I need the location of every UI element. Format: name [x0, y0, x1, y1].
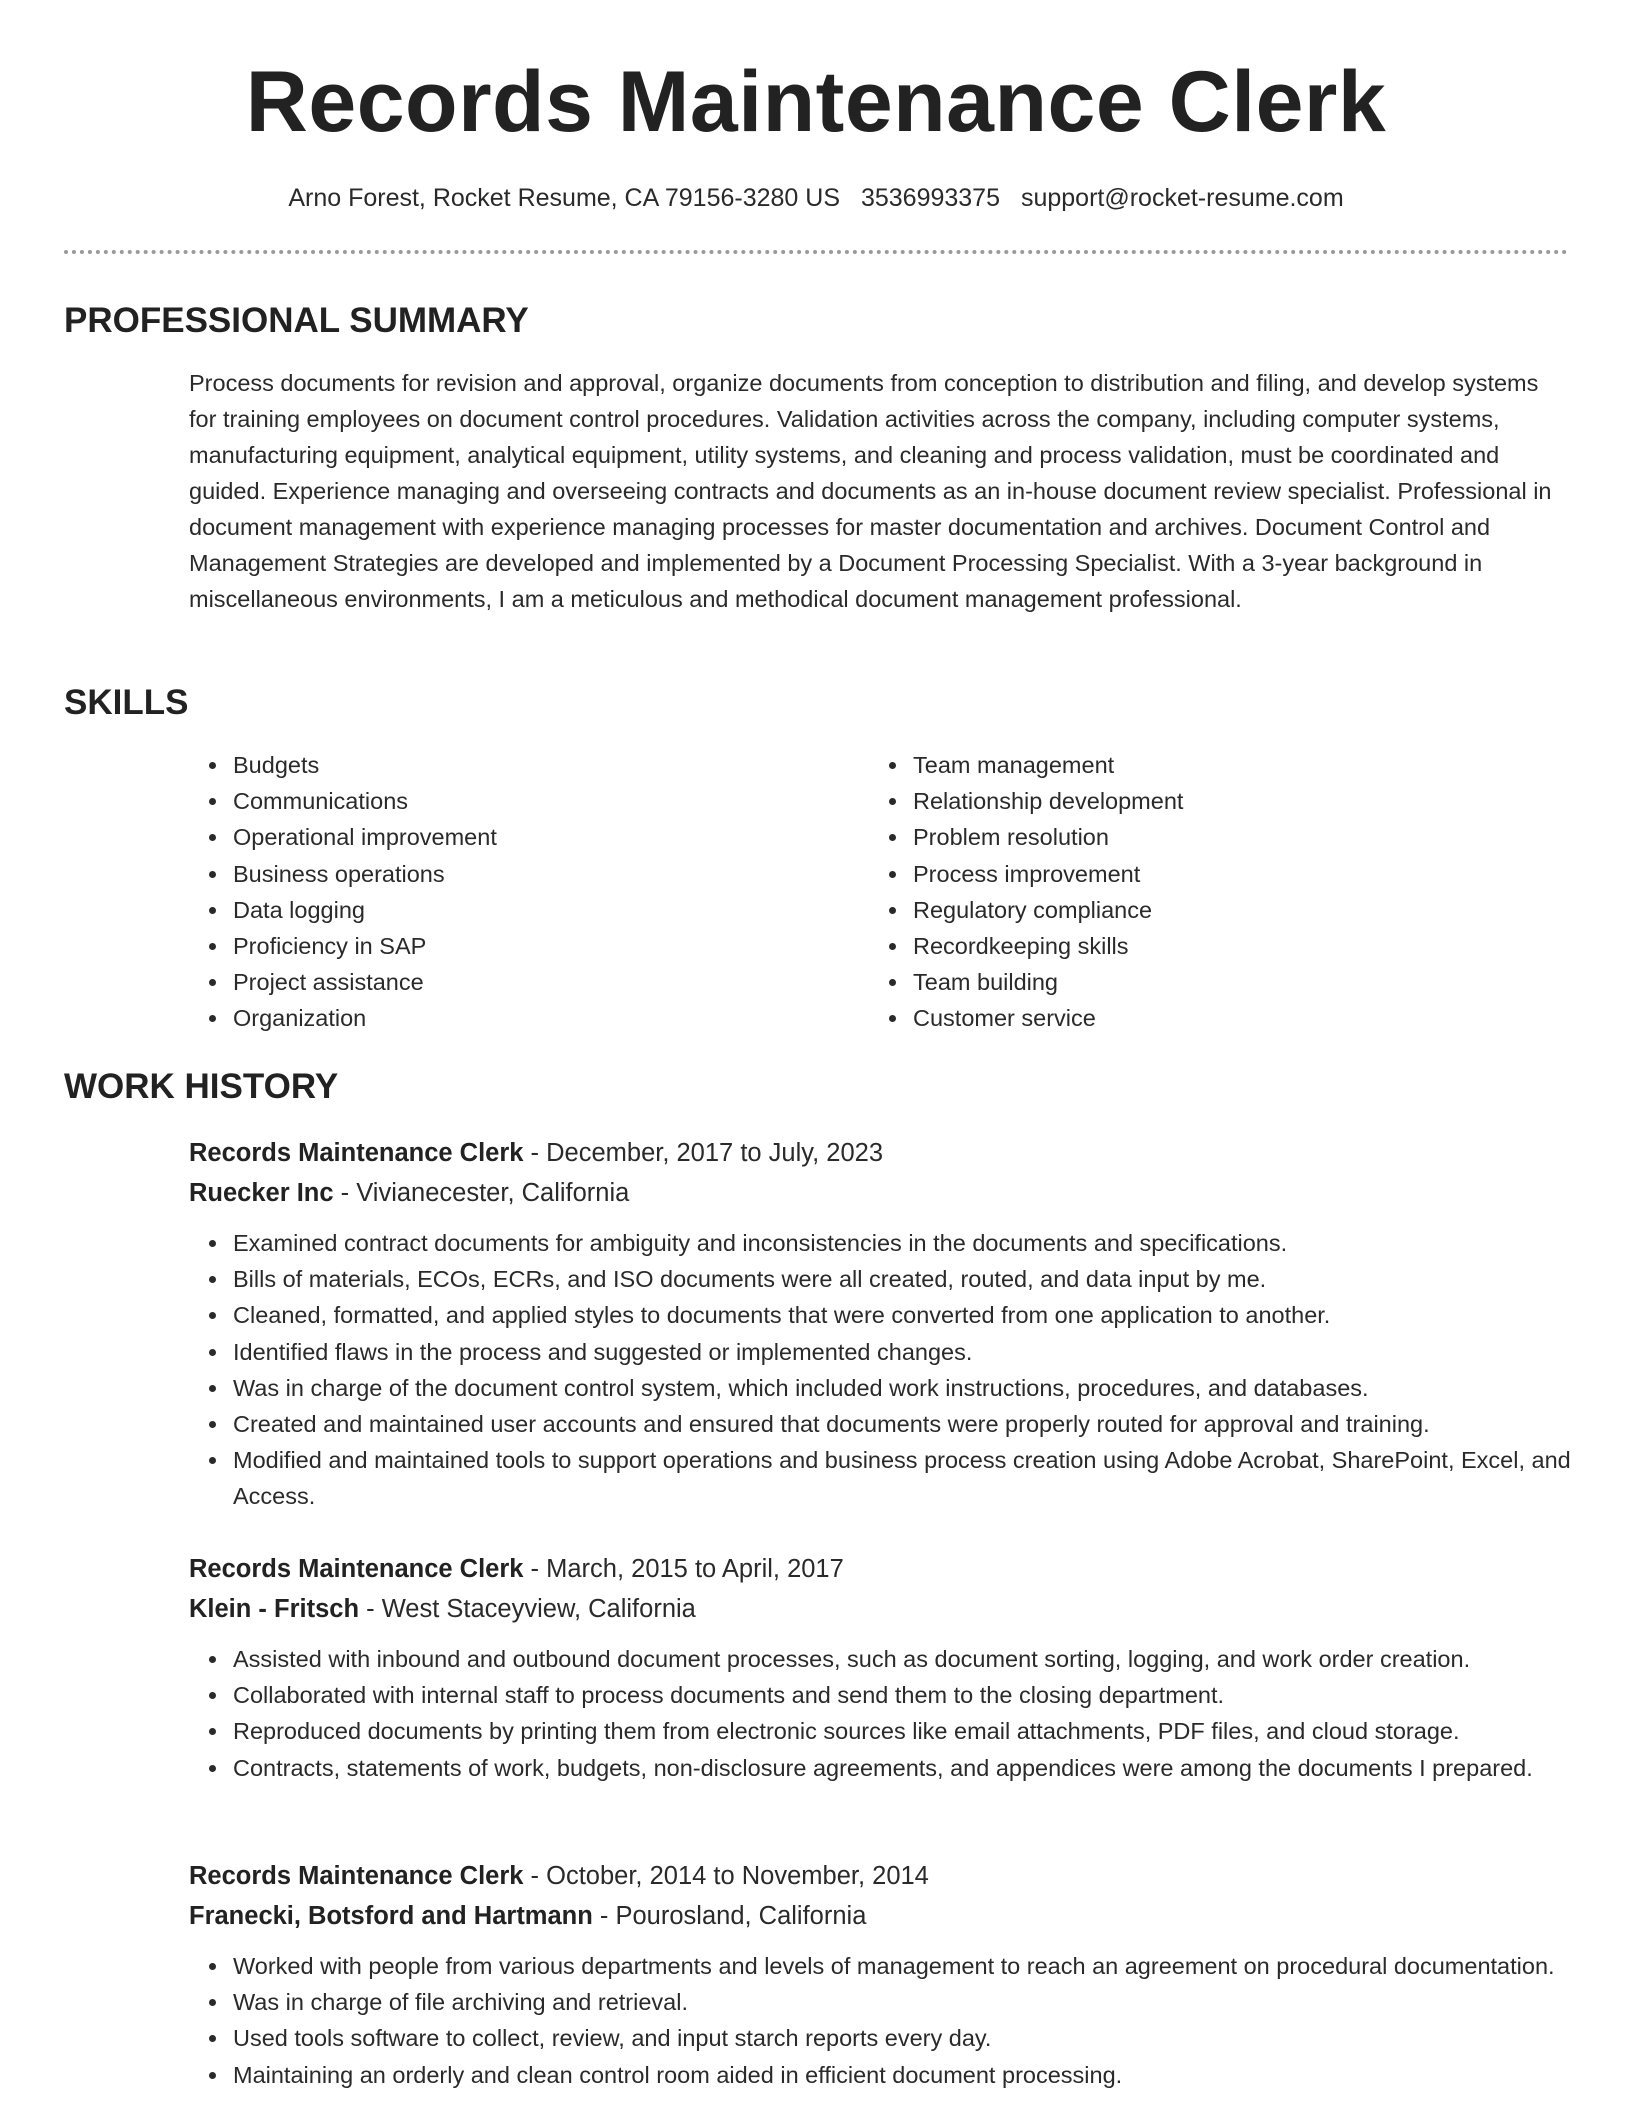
- skill-item: Communications: [233, 783, 497, 819]
- contact-info: [0, 181, 1632, 215]
- job-company-line: [189, 1589, 1569, 1629]
- contact-email: support@rocket-resume.com: [1020, 184, 1344, 212]
- job-company: Ruecker Inc: [189, 1179, 334, 1207]
- job-entry: [189, 1133, 1569, 1515]
- skill-item: Customer service: [913, 1000, 1183, 1036]
- job-location: - West Staceyview, California: [359, 1595, 696, 1623]
- skill-item: Business operations: [233, 856, 497, 892]
- job-dates: - March, 2015 to April, 2017: [523, 1555, 844, 1583]
- job-company: Klein - Fritsch: [189, 1595, 360, 1623]
- job-dates: - December, 2017 to July, 2023: [523, 1139, 884, 1167]
- skill-item: Project assistance: [233, 964, 497, 1000]
- job-bullet: Assisted with inbound and outbound document processes, such as document sorting, logging, and work order creation.: [233, 1641, 1573, 1677]
- contact-phone: 3536993375: [860, 184, 1000, 212]
- skill-item: Regulatory compliance: [913, 892, 1183, 928]
- job-bullet: Examined contract documents for ambiguity and inconsistencies in the documents and specifications.: [233, 1225, 1573, 1261]
- job-bullet: Used tools software to collect, review, and input starch reports every day.: [233, 2020, 1573, 2056]
- job-company-line: [189, 1896, 1569, 1936]
- job-bullet: Was in charge of the document control system, which included work instructions, procedures, and databases.: [233, 1370, 1573, 1406]
- job-bullet: Bills of materials, ECOs, ECRs, and ISO documents were all created, routed, and data input by me.: [233, 1261, 1573, 1297]
- work-history-heading: WORK HISTORY: [64, 1067, 339, 1106]
- skills-heading: SKILLS: [64, 683, 189, 722]
- skill-item: Organization: [233, 1000, 497, 1036]
- job-bullet: Created and maintained user accounts and ensured that documents were properly routed for approval and training.: [233, 1406, 1573, 1442]
- job-title-line: [189, 1549, 1569, 1589]
- job-title: Records Maintenance Clerk: [189, 1139, 524, 1167]
- job-bullets: [189, 1225, 1573, 1515]
- job-location: - Pourosland, California: [592, 1902, 867, 1930]
- job-bullet: Reproduced documents by printing them from electronic sources like email attachments, PDF files, and cloud storage.: [233, 1713, 1573, 1749]
- resume-title: Records Maintenance Clerk: [245, 54, 1387, 150]
- skills-column-right: [913, 747, 1183, 1037]
- summary-heading: PROFESSIONAL SUMMARY: [64, 301, 529, 340]
- job-bullet: Was in charge of file archiving and retrieval.: [233, 1984, 1573, 2020]
- job-entry: [189, 1856, 1569, 2093]
- job-title: Records Maintenance Clerk: [189, 1862, 524, 1890]
- summary-text: Process documents for revision and approval, organize documents from conception to distribution and filing, and develop systems for training employees on document control procedures. Validation activities across the company, including computer systems, manufacturing equipment, analytical equipment, utility systems, and cleaning and process validation, must be coordinated and guided. Experience managing and overseeing contracts and documents as an in-house document review specialist. Professional in document management with experience managing processes for master documentation and archives. Document Control and Management Strategies are developed and implemented by a Document Processing Specialist. With a 3-year background in miscellaneous environments, I am a meticulous and methodical document management professional.: [189, 370, 1552, 612]
- skill-item: Process improvement: [913, 856, 1183, 892]
- skill-item: Operational improvement: [233, 819, 497, 855]
- skill-item: Data logging: [233, 892, 497, 928]
- job-bullet: Maintaining an orderly and clean control room aided in efficient document processing.: [233, 2057, 1573, 2093]
- skill-item: Team management: [913, 747, 1183, 783]
- skill-item: Recordkeeping skills: [913, 928, 1183, 964]
- header-divider: [64, 250, 1568, 254]
- skills-column-left: [233, 747, 497, 1037]
- job-bullet: Identified flaws in the process and suggested or implemented changes.: [233, 1334, 1573, 1370]
- job-bullet: Cleaned, formatted, and applied styles to documents that were converted from one application to another.: [233, 1297, 1573, 1333]
- job-title-line: [189, 1856, 1569, 1896]
- skill-item: Team building: [913, 964, 1183, 1000]
- skill-item: Proficiency in SAP: [233, 928, 497, 964]
- job-bullet: Collaborated with internal staff to process documents and send them to the closing department.: [233, 1677, 1573, 1713]
- job-company-line: [189, 1173, 1569, 1213]
- contact-address: Arno Forest, Rocket Resume, CA 79156-3280 US: [288, 184, 840, 212]
- job-bullet: Modified and maintained tools to support operations and business process creation using Adobe Acrobat, SharePoint, Excel, and Access.: [233, 1442, 1573, 1514]
- skill-item: Budgets: [233, 747, 497, 783]
- job-company: Franecki, Botsford and Hartmann: [189, 1902, 593, 1930]
- skill-item: Relationship development: [913, 783, 1183, 819]
- job-bullet: Worked with people from various departments and levels of management to reach an agreement on procedural documentation.: [233, 1948, 1573, 1984]
- job-bullets: [189, 1948, 1573, 2093]
- job-bullet: Contracts, statements of work, budgets, non-disclosure agreements, and appendices were among the documents I prepared.: [233, 1750, 1573, 1786]
- skill-item: Problem resolution: [913, 819, 1183, 855]
- job-title-line: [189, 1133, 1569, 1173]
- job-entry: [189, 1549, 1569, 1786]
- job-location: - Vivianecester, California: [333, 1179, 630, 1207]
- job-title: Records Maintenance Clerk: [189, 1555, 524, 1583]
- job-dates: - October, 2014 to November, 2014: [523, 1862, 929, 1890]
- job-bullets: [189, 1641, 1573, 1786]
